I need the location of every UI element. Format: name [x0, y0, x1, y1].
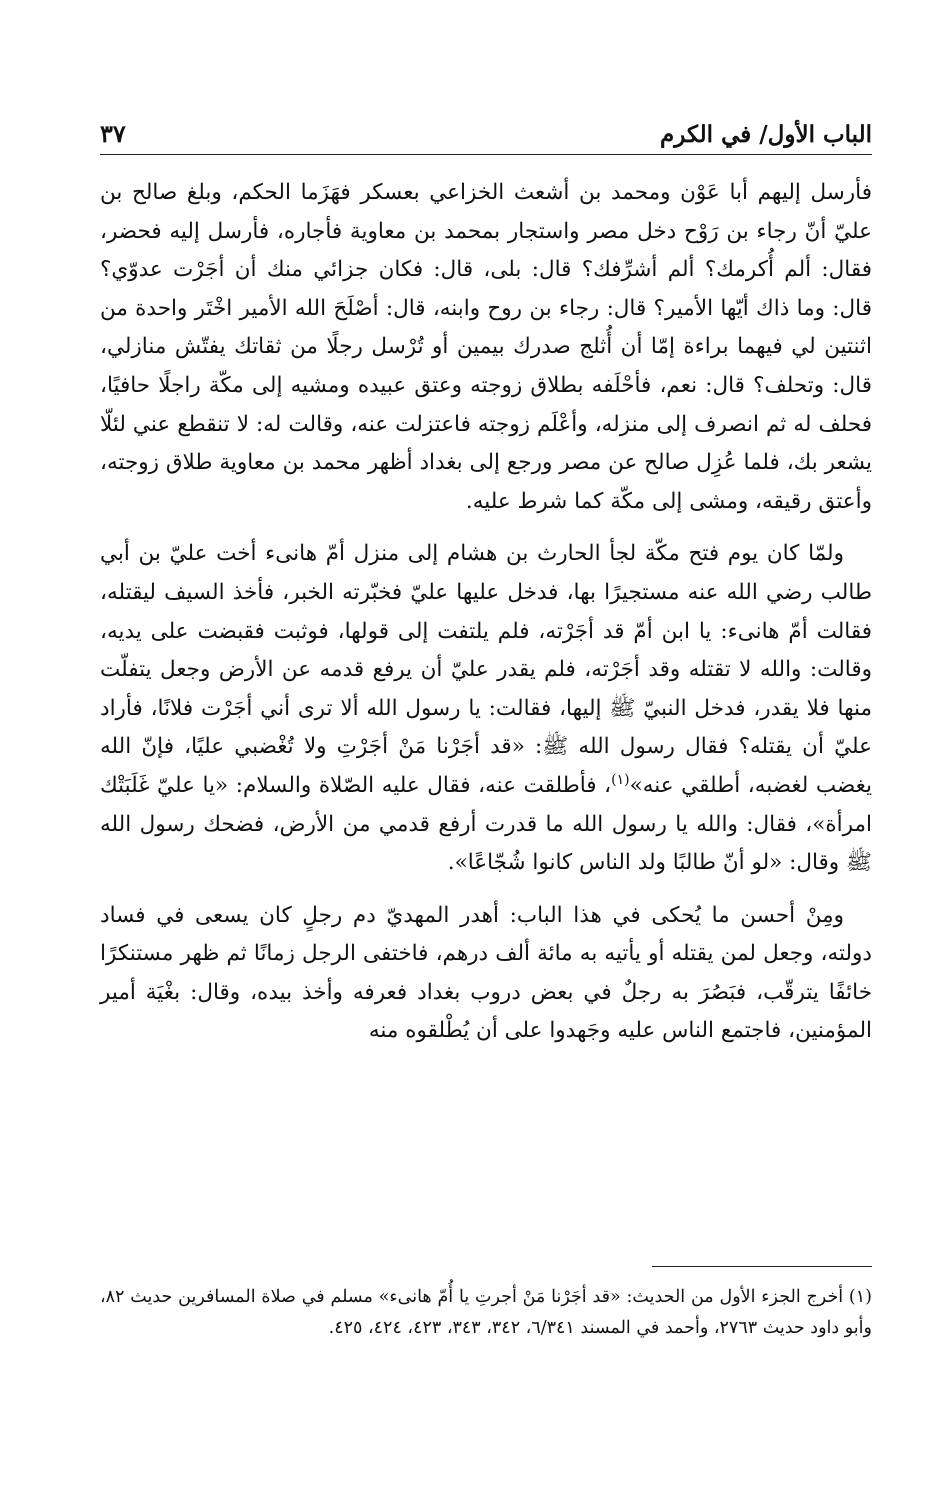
page-number: ٣٧ [100, 119, 126, 148]
main-text [100, 174, 872, 1065]
paragraph-text: ولمّا كان يوم فتح مكّة لجأ الحارث بن هشام إلى منزل أمّ هانىء أخت عليّ بن أبي طالب رضي الله عنه مستجيرًا بها، فدخل عليها عليّ فخبّرته الخبر، فأخذ السيف ليقتله، فقالت أمّ هانىء: يا ابن أمّ قد أجَرْته، فلم يلتفت إلى قولها، فوثبت فقبضت على يديه، وقالت: والله لا تقتله وقد أجَرْته، فلم يقدر عليّ أن يرفع قدمه عن الأرض وجعل يتفلّت منها فلا يقدر، فدخل النبيّ ﷺ إليها، فقالت: يا رسول الله ألا ترى أني أجَرْت فلانًا، فأراد عليّ أن يقتله؟ فقال رسول الله ﷺ: «قد أجَرْنا مَنْ أجَرْتِ ولا تُغْضبي عليًا، فإنّ الله يغضب لغضبه، أطلقي عنه» [100, 541, 872, 798]
paragraph: فأرسل إليهم أبا عَوْن ومحمد بن أشعث الخزاعي بعسكر فهَزَما الحكم، وبلغ صالح بن عليّ أنّ رجاء بن رَوْح دخل مصر واستجار بمحمد بن معاوية فأجاره، فأرسل إليه فحضر، فقال: ألم أُكرمك؟ ألم أشرِّفك؟ قال: بلى، قال: فكان جزائي منك أن أجَرْت عدوّي؟ قال: وما ذاك أيّها الأمير؟ قال: رجاء بن روح وابنه، قال: أصْلَحَ الله الأمير اخْتَر واحدة من اثنتين لي فيهما براءة إمّا أن أُثلج صدرك بيمين أو تُرْسل رجلًا من ثقاتك يفتّش منازلي، قال: وتحلف؟ قال: نعم، فأحْلَفه بطلاق زوجته وعتق عبيده ومشيه إلى مكّة راجلًا حافيًا، فحلف له ثم انصرف إلى منزله، وأعْلَم زوجته فاعتزلت عنه، وقالت له: لا تنقطع عني لئلّا يشعر بك، فلما عُزِل صالح عن مصر ورجع إلى بغداد أظهر محمد بن معاوية طلاق زوجته، وأعتق رقيقه، ومشى إلى مكّة كما شرط عليه. [100, 180, 872, 514]
footnote: (١) أخرج الجزء الأول من الحديث: «قد أجَرْنا مَنْ أجرتِ يا أُمّ هانىء» مسلم في صلاة المسافرين حديث ٨٢، وأبو داود حديث ٢٧٦٣، وأحمد في المسند ٦/٣٤١، ٣٤٢، ٣٤٣، ٤٢٣، ٤٢٤، ٤٢٥. [100, 1287, 872, 1338]
footnote-separator [652, 1266, 872, 1267]
running-header [100, 112, 872, 155]
book-page [100, 0, 872, 1485]
chapter-title: الباب الأول/ في الكرم [660, 121, 872, 148]
paragraph [100, 535, 872, 882]
footnote-reference: (١) [611, 771, 630, 788]
footnotes [100, 1282, 872, 1344]
paragraph-text: ، فأطلقت عنه، فقال عليه الصّلاة والسلام: «يا عليّ غَلَبَتْك امرأة»، فقال: والله يا رسول الله ما قدرت أرفع قدمي من الأرض، فضحك رسول الله ﷺ وقال: «لو أنّ طالبًا ولد الناس كانوا شُجّاعًا». [100, 772, 872, 876]
paragraph: ومِنْ أحسن ما يُحكى في هذا الباب: أهدر المهديّ دم رجلٍ كان يسعى في فساد دولته، وجعل لمن يقتله أو يأتيه به مائة ألف درهم، فاختفى الرجل زمانًا ثم ظهر مستنكرًا خائفًا يترقّب، فبَصُرَ به رجلٌ في بعض دروب بغداد فعرفه وأخذ بيده، وقال: بغْيَة أمير المؤمنين، فاجتمع الناس عليه وجَهدوا على أن يُطْلقوه منه [100, 902, 872, 1044]
